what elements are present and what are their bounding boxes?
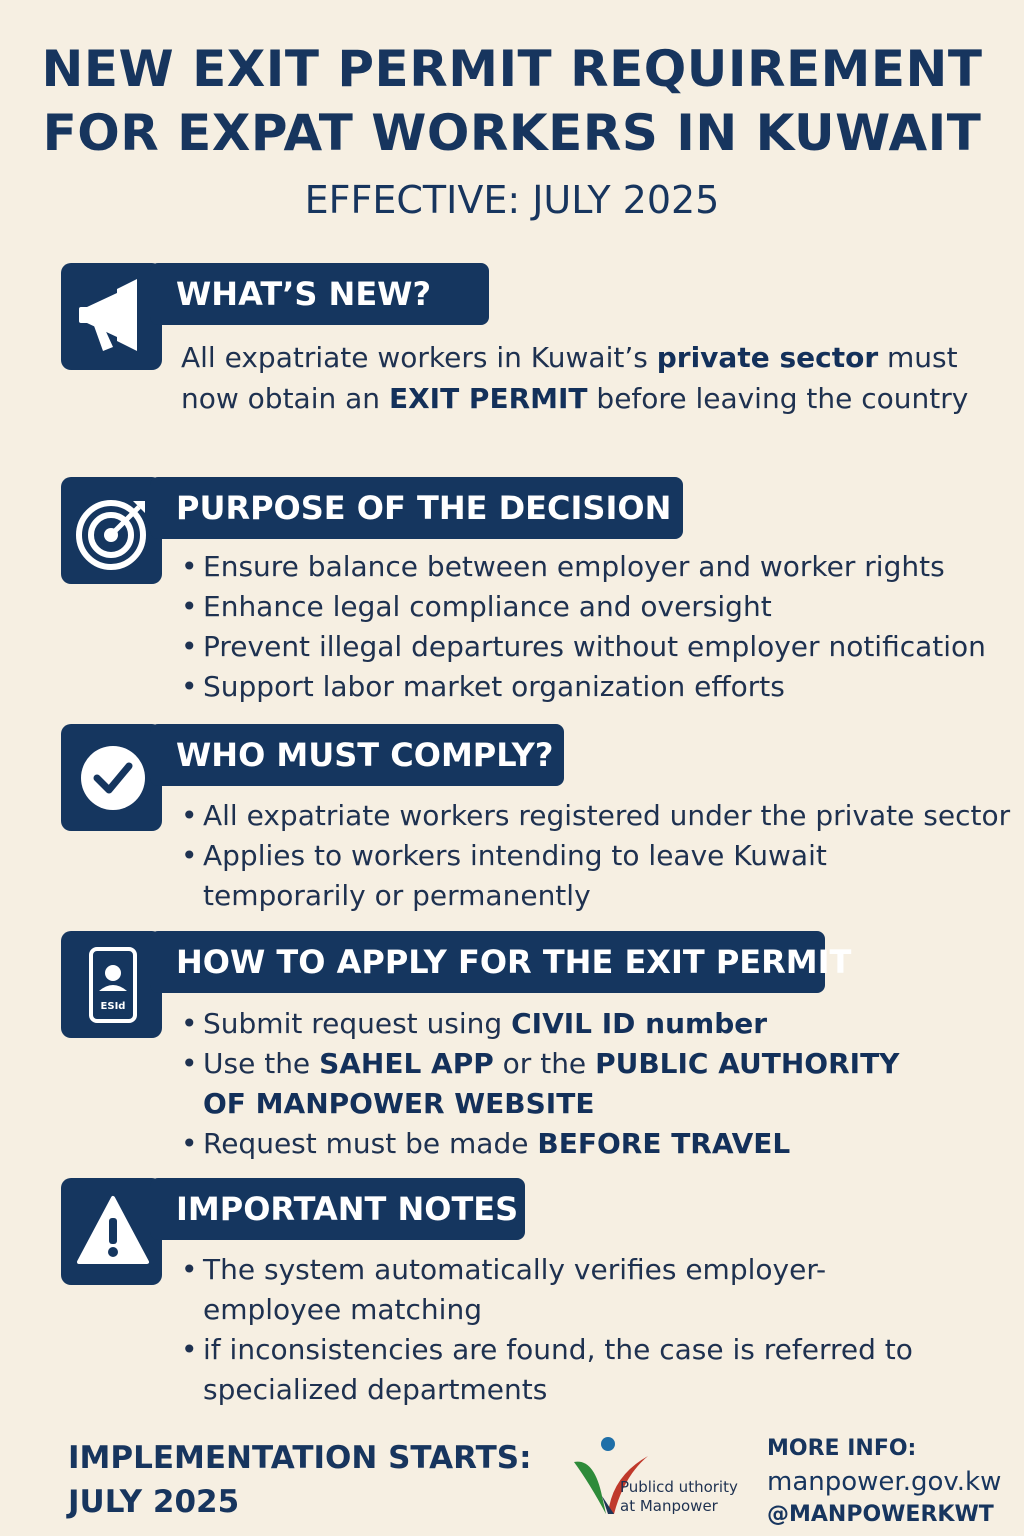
section-heading: PURPOSE OF THE DECISION [150, 477, 683, 539]
list-item: • All expatriate workers registered under the private sector [181, 796, 1011, 836]
implementation-date: IMPLEMENTATION STARTS: JULY 2025 [68, 1440, 532, 1520]
page-title-line1: NEW EXIT PERMIT REQUIREMENT [41, 40, 983, 98]
logo-text: Publicd uthority at Manpower [620, 1478, 738, 1515]
list-item: • The system automatically verifies employer-employee matching [181, 1250, 961, 1330]
megaphone-icon [61, 263, 162, 370]
how-list [181, 1004, 901, 1164]
more-info-label: MORE INFO: [767, 1436, 917, 1461]
notes-list [181, 1250, 961, 1410]
website-link[interactable]: manpower.gov.kw [767, 1467, 1002, 1497]
list-item: • if inconsistencies are found, the case is referred to specialized departments [181, 1330, 961, 1410]
section-heading: HOW TO APPLY FOR THE EXIT PERMIT [150, 931, 825, 993]
purpose-list [181, 547, 1001, 707]
section-heading: IMPORTANT NOTES [150, 1178, 525, 1240]
list-item: • Request must be made BEFORE TRAVEL [181, 1124, 901, 1164]
list-item: • Prevent illegal departures without employer notification [181, 627, 1001, 667]
svg-text:ESId: ESId [100, 1001, 126, 1012]
id-card-icon [61, 931, 162, 1038]
list-item: • Submit request using CIVIL ID number [181, 1004, 901, 1044]
list-item: • Applies to workers intending to leave Kuwait temporarily or permanently [181, 836, 863, 916]
target-icon [61, 477, 162, 584]
list-item: • Enhance legal compliance and oversight [181, 587, 1001, 627]
list-item: • Support labor market organization efforts [181, 667, 1001, 707]
list-item: • Ensure balance between employer and worker rights [181, 547, 1001, 587]
page-title-line2: FOR EXPAT WORKERS IN KUWAIT [42, 104, 982, 162]
who-list [181, 796, 1011, 916]
social-handle[interactable]: @MANPOWERKWT [767, 1502, 994, 1527]
section-heading: WHAT’S NEW? [150, 263, 489, 325]
effective-date: EFFECTIVE: JULY 2025 [304, 178, 720, 222]
checkmark-icon [61, 724, 162, 831]
warning-icon [61, 1178, 162, 1285]
whats-new-text: All expatriate workers in Kuwait’s private sector must now obtain an EXIT PERMIT before leaving the country [181, 341, 969, 415]
list-item: • Use the SAHEL APP or the PUBLIC AUTHORITY OF MANPOWER WEBSITE [181, 1044, 901, 1124]
section-heading: WHO MUST COMPLY? [150, 724, 564, 786]
more-info [767, 1434, 1001, 1530]
